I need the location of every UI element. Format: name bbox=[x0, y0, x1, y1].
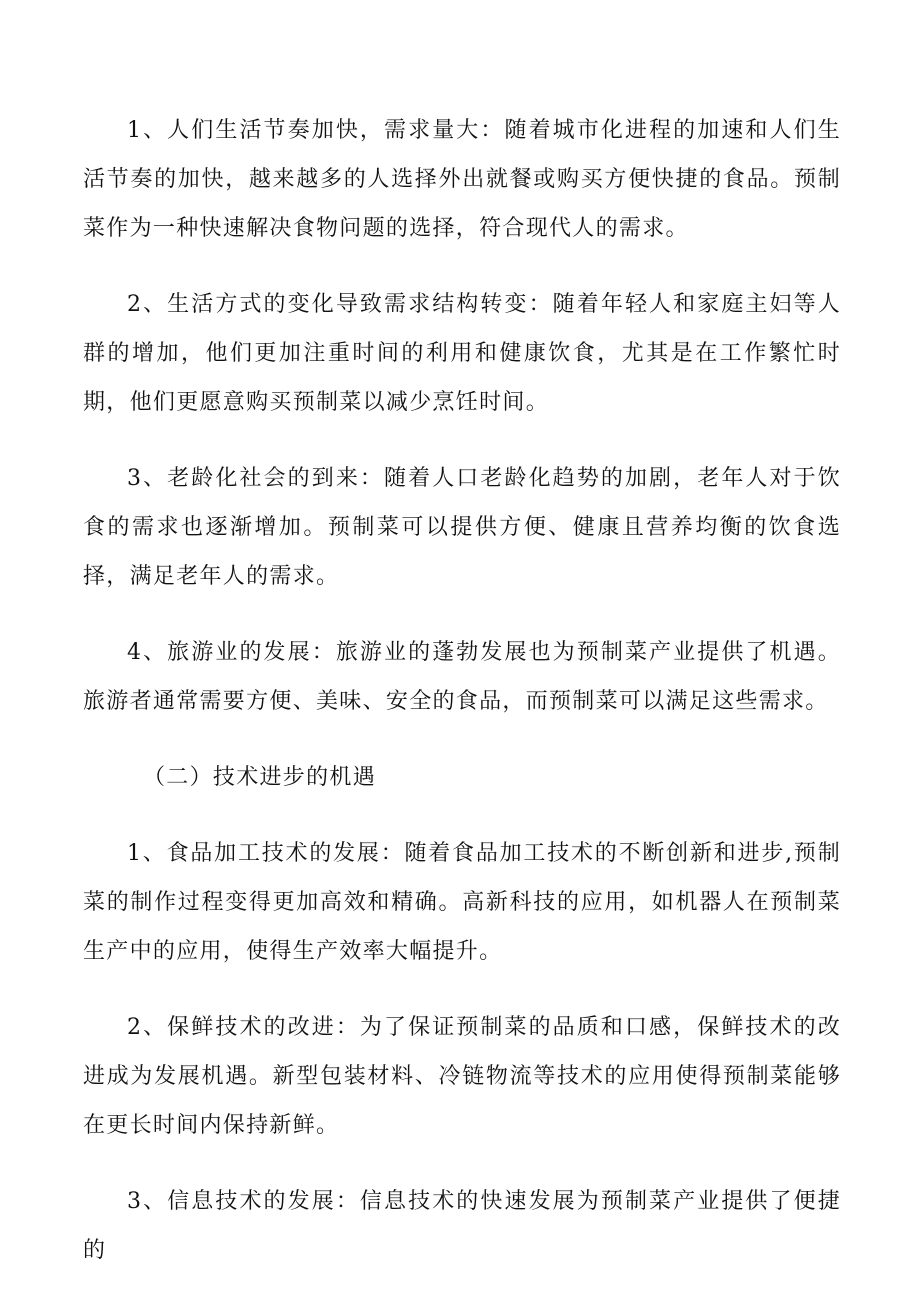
section-heading-tech: （二）技术进步的机遇 bbox=[143, 765, 377, 790]
paragraph-lifestyle-change: 2、生活方式的变化导致需求结构转变：随着年轻人和家庭主妇等人群的增加，他们更加注重时间的利用和健康饮食，尤其是在工作繁忙时期，他们更愿意购买预制菜以减少烹饪时间。 bbox=[83, 292, 841, 415]
paragraph-food-processing: 1、食品加工技术的发展：随着食品加工技术的不断创新和进步,预制菜的制作过程变得更加高效和精确。高新科技的应用，如机器人在预制菜生产中的应用，使得生产效率大幅提升。 bbox=[83, 841, 841, 964]
paragraph-information-tech: 3、信息技术的发展：信息技术的快速发展为预制菜产业提供了便捷的 bbox=[83, 1189, 841, 1263]
paragraph-aging-society: 3、老龄化社会的到来：随着人口老龄化趋势的加剧，老年人对于饮食的需求也逐渐增加。预制菜可以提供方便、健康且营养均衡的饮食选择，满足老年人的需求。 bbox=[83, 466, 841, 589]
paragraph-preservation: 2、保鲜技术的改进：为了保证预制菜的品质和口感，保鲜技术的改进成为发展机遇。新型包装材料、冷链物流等技术的应用使得预制菜能够在更长时间内保持新鲜。 bbox=[83, 1015, 841, 1138]
document-body bbox=[83, 106, 841, 1302]
paragraph-demand-pace: 1、人们生活节奏加快，需求量大：随着城市化进程的加速和人们生活节奏的加快，越来越多的人选择外出就餐或购买方便快捷的食品。预制菜作为一种快速解决食物问题的选择，符合现代人的需求。 bbox=[83, 118, 841, 241]
paragraph-tourism: 4、旅游业的发展：旅游业的蓬勃发展也为预制菜产业提供了机遇。旅游者通常需要方便、美味、安全的食品，而预制菜可以满足这些需求。 bbox=[83, 640, 841, 714]
